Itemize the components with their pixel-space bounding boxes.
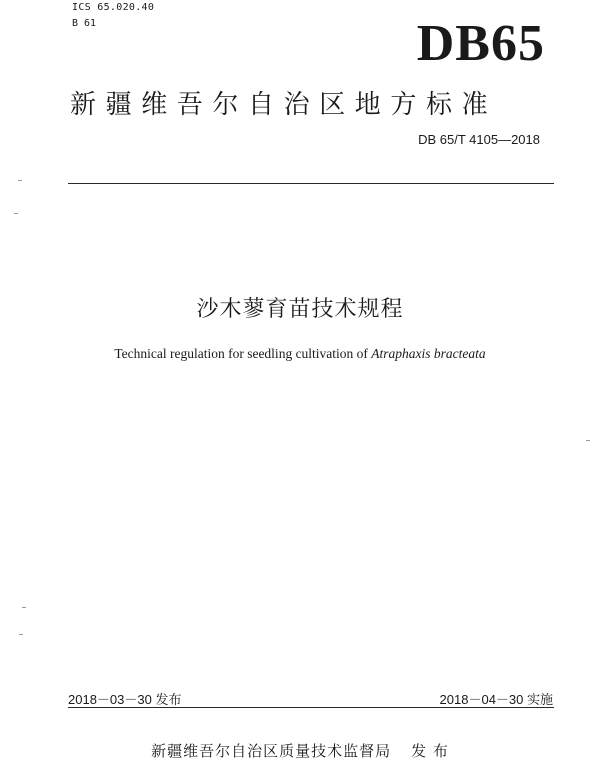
document-title-cn: 沙木蓼育苗技术规程 xyxy=(196,297,404,322)
bottom-divider xyxy=(68,707,554,708)
issuer-name: 新疆维吾尔自治区质量技术监督局 xyxy=(151,742,392,760)
document-title-en xyxy=(0,346,600,362)
ccs-code: B 61 xyxy=(72,18,97,29)
scan-speck xyxy=(22,607,26,608)
ics-code: ICS 65.020.40 xyxy=(72,2,155,13)
issue-date: 2018－03－30 发布 xyxy=(68,692,182,707)
authority-title: 新疆维吾尔自治区地方标准 xyxy=(70,90,498,120)
implementation-date: 2018－04－30 实施 xyxy=(439,692,553,707)
standard-number: DB 65/T 4105—2018 xyxy=(418,132,540,147)
scan-speck xyxy=(14,213,18,214)
scan-speck xyxy=(18,180,22,181)
standard-logo: DB65 xyxy=(416,15,545,72)
title-en-prefix: Technical regulation for seedling cultivation of xyxy=(114,346,368,361)
title-en-species: Atraphaxis bracteata xyxy=(371,346,486,361)
scan-speck xyxy=(586,440,590,441)
issuer-line xyxy=(0,740,600,761)
top-divider xyxy=(68,183,554,184)
scan-speck xyxy=(19,634,23,635)
issuer-action: 发 布 xyxy=(411,742,449,760)
